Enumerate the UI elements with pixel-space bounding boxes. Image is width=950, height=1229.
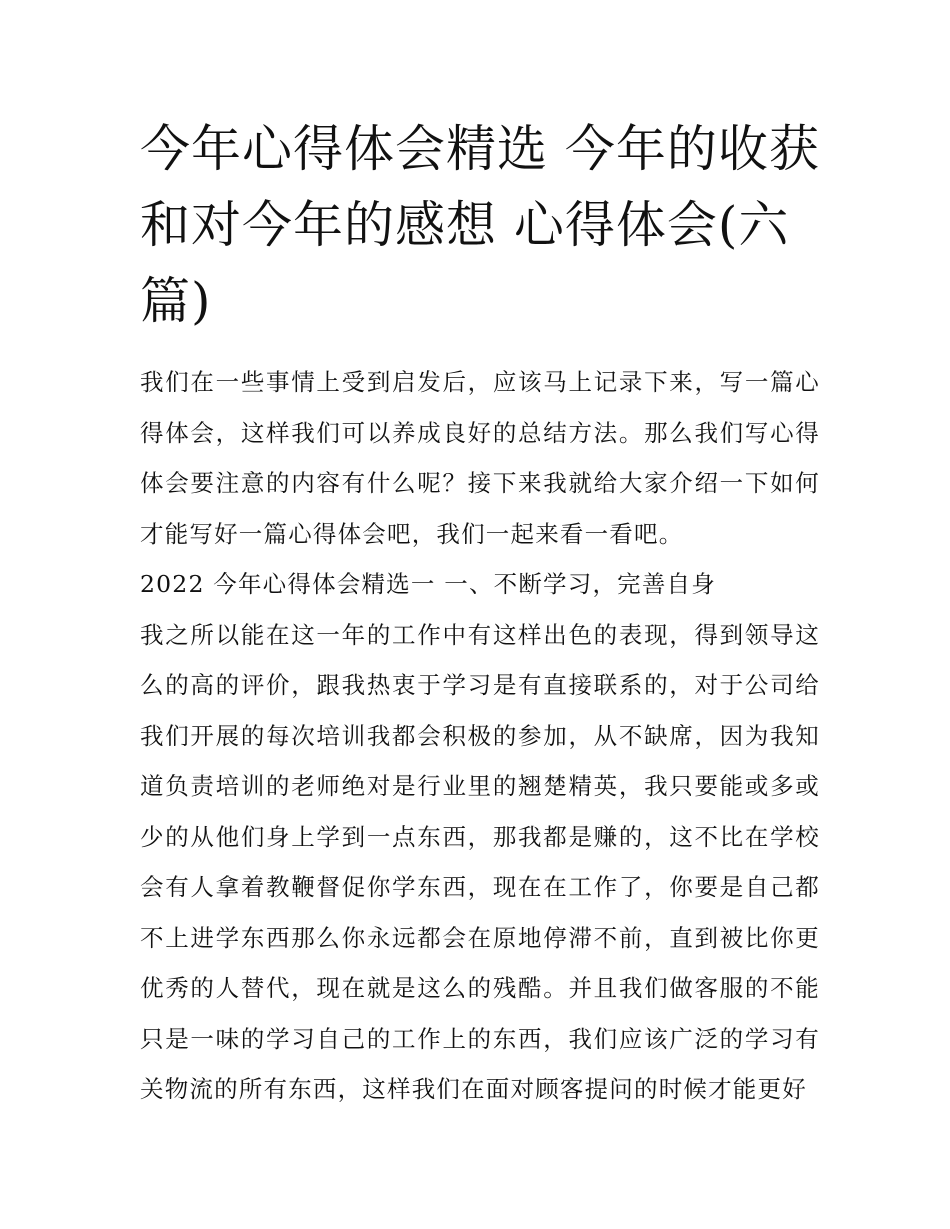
intro-paragraph: 我们在一些事情上受到启发后，应该马上记录下来，写一篇心得体会，这样我们可以养成良好的总结方法。那么我们写心得体会要注意的内容有什么呢？接下来我就给大家介绍一下如何才能写好一篇心得体会吧，我们一起来看一看吧。 <box>140 368 820 548</box>
document-body <box>140 357 820 1115</box>
section-paragraph: 我之所以能在这一年的工作中有这样出色的表现，得到领导这么的高的评价，跟我热衷于学习是有直接联系的，对于公司给我们开展的每次培训我都会积极的参加，从不缺席，因为我知道负责培训的老师绝对是行业里的翘楚精英，我只要能或多或少的从他们身上学到一点东西，那我都是赚的，这不比在学校会有人拿着教鞭督促你学东西，现在在工作了，你要是自己都不上进学东西那么你永远都会在原地停滞不前，直到被比你更优秀的人替代，现在就是这么的残酷。并且我们做客服的不能只是一味的学习自己的工作上的东西，我们应该广泛的学习有关物流的所有东西，这样我们在面对顾客提问的时候才能更好 <box>140 620 820 1103</box>
document-title: 今年心得体会精选 今年的收获和对今年的感想 心得体会(六篇) <box>140 120 820 330</box>
section-heading: 2022 今年心得体会精选一 一、不断学习，完善自身 <box>140 570 716 598</box>
